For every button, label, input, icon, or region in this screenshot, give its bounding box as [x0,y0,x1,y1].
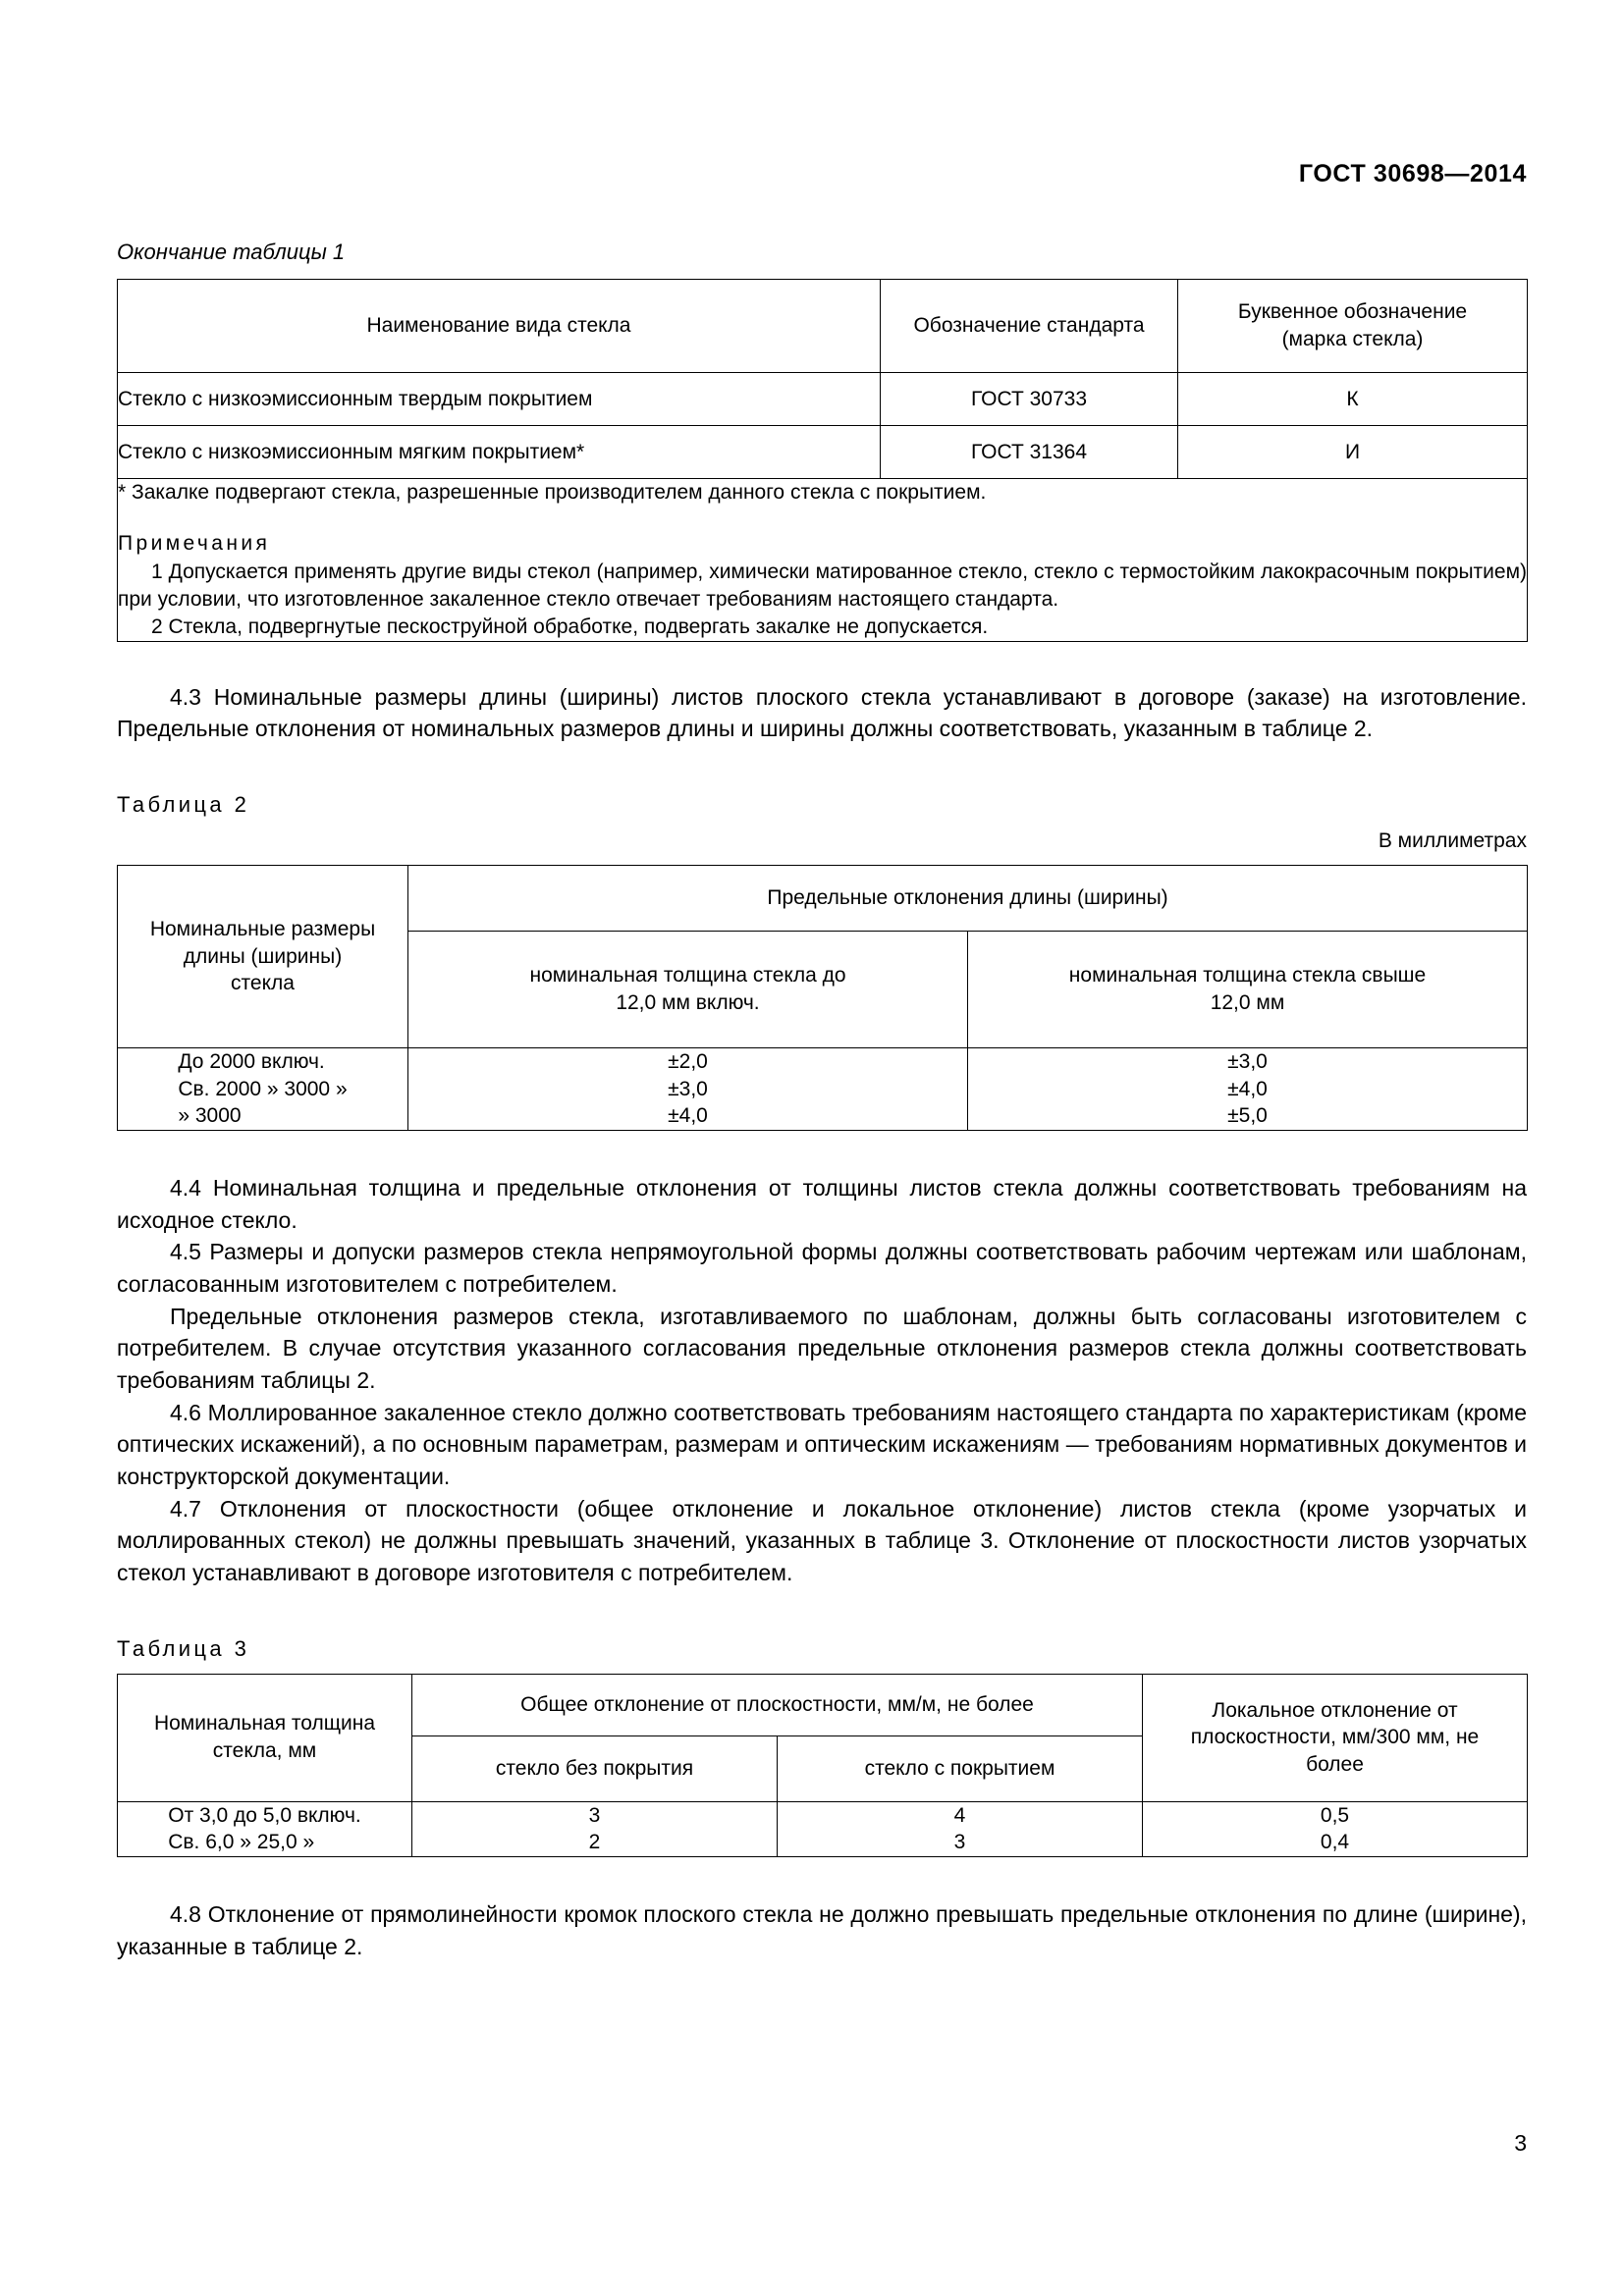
table3-row0-local: 0,5 [1320,1803,1350,1827]
table3-row1-no-coating: 2 [588,1831,601,1854]
table1-notes-block [118,479,1528,642]
table3-data-block [118,1801,1528,1856]
table2-row2-dev-over12: ±5,0 [1227,1104,1268,1128]
table1-row0-standard: ГОСТ 30733 [881,373,1178,426]
table3-col-header-thickness [118,1674,412,1801]
page-content [117,0,1527,1962]
table1-notes-row [118,479,1528,642]
table2-header-row-1 [118,865,1528,931]
table3-row0-coating: 4 [953,1803,966,1827]
table1-row1-standard: ГОСТ 31364 [881,426,1178,479]
table2-subheader-upto12-line1: номинальная толщина стекла до [529,964,846,988]
table1-caption: Окончание таблицы 1 [117,240,346,264]
table3-col-header-local-line2: плоскостности, мм/300 мм, не [1190,1726,1480,1749]
table2-subheader-upto12-line2: 12,0 мм включ. [616,990,760,1014]
paragraph-4-6: 4.6 Моллированное закаленное стекло должно соответствовать требованиям настоящего стандарта по характеристикам (кроме оптических искажений), а по основным параметрам, размерам и оптическим искажениям — требованиям нормативных документов и конструкторской документации. [117,1399,1527,1489]
table2-row2-dev-upto12: ±4,0 [668,1104,708,1128]
table2-row2-size: » 3000 [178,1104,242,1128]
paragraph-group-43 [117,681,1527,745]
table2-row1-size: Св. 2000 » 3000 » [178,1077,348,1100]
table3-col-header-thickness-line1: Номинальная толщина [153,1712,376,1735]
table3-col-header-thickness-line2: стекла, мм [212,1739,317,1763]
table3-row0-thickness: От 3,0 до 5,0 включ. [168,1803,361,1827]
table3-subheader-coating: стекло с покрытием [778,1735,1143,1801]
table2-subheader-over12-line2: 12,0 мм [1210,990,1285,1014]
table2-row1-dev-upto12: ±3,0 [668,1077,708,1100]
table3-header-row-1 [118,1674,1528,1735]
table-row [118,426,1528,479]
paragraph-4-7: 4.7 Отклонения от плоскостности (общее отклонение и локальное отклонение) листов стекла (кроме узорчатых и моллированных стекол) не должны превышать значений, указанных в таблице 3. Отклонение от плоскостности листов узорчатых стекол устанавливают в договоре изготовителя с потребителем. [117,1495,1527,1585]
table3-coating-column [778,1801,1143,1856]
table1-row0-mark: К [1178,373,1528,426]
table1-col-header-standard: Обозначение стандарта [881,280,1178,373]
table2-row0-dev-upto12: ±2,0 [668,1049,708,1073]
table2-row1-dev-over12: ±4,0 [1227,1077,1268,1100]
table2-units: В миллиметрах [1378,828,1527,852]
table3-col-header-local-line3: более [1306,1752,1364,1776]
table1-header-row [118,280,1528,373]
table3-row1-thickness: Св. 6,0 » 25,0 » [168,1831,315,1854]
table2-over12-column [968,1047,1528,1130]
paragraph-4-8: 4.8 Отклонение от прямолинейности кромок плоского стекла не должно превышать предельные отклонения по длине (ширине), указанные в таблице 2. [117,1901,1527,1959]
table2-upto12-column [408,1047,968,1130]
table3-no-coating-column [412,1801,778,1856]
table3-span-header: Общее отклонение от плоскостности, мм/м, не более [412,1674,1143,1735]
paragraph-4-4: 4.4 Номинальная толщина и предельные отклонения от толщины листов стекла должны соответствовать требованиям на исходное стекло. [117,1175,1527,1233]
paragraph-group-48 [117,1898,1527,1962]
table1-row0-name: Стекло с низкоэмиссионным твердым покрытием [118,373,881,426]
table2-col-header-size-line1: Номинальные размеры длины (ширины) [149,917,376,968]
table1-note-2: 2 Стекла, подвергнутые пескоструйной обработке, подвергать закалке не допускается. [151,614,989,638]
table2-sizes-column [118,1047,408,1130]
document-standard-header: ГОСТ 30698—2014 [1298,160,1527,187]
paragraph-4-5-cont: Предельные отклонения размеров стекла, изготавливаемого по шаблонам, должны быть согласованы изготовителем с потребителем. В случае отсутствия указанного согласования предельные отклонения размеров стекла должны соответствовать требованиям таблицы 2. [117,1303,1527,1393]
paragraph-4-5: 4.5 Размеры и допуски размеров стекла непрямоугольной формы должны соответствовать рабочим чертежам или шаблонам, согласованным изготовителем с потребителем. [117,1239,1527,1298]
table3-row0-no-coating: 3 [588,1803,601,1827]
page-number: 3 [1514,2130,1527,2156]
table1-row1-mark: И [1178,426,1528,479]
table1-col-header-mark-line1: Буквенное обозначение [1237,300,1468,324]
table2-col-header-size [118,865,408,1047]
table2-subheader-over12-line1: номинальная толщина стекла свыше [1068,964,1427,988]
table3-thickness-column [118,1801,412,1856]
table2-span-header: Предельные отклонения длины (ширины) [408,865,1528,931]
table3-caption: Таблица 3 [117,1635,250,1661]
table1-col-header-mark-line2: (марка стекла) [1281,328,1424,350]
table1-col-header-name: Наименование вида стекла [118,280,881,373]
table2-caption: Таблица 2 [117,791,250,817]
table2-subheader-upto12 [408,931,968,1047]
table1-footnote: * Закалке подвергают стекла, разрешенные производителем данного стекла с покрытием. [118,481,987,504]
paragraph-group-44-47 [117,1172,1527,1589]
table2-subheader-over12 [968,931,1528,1047]
table1-col-header-mark [1178,280,1528,373]
table3-row1-local: 0,4 [1320,1831,1350,1854]
table-row [118,373,1528,426]
table-3 [117,1674,1528,1857]
paragraph-4-3: 4.3 Номинальные размеры длины (ширины) листов плоского стекла устанавливают в договоре (заказе) на изготовление. Предельные отклонения от номинальных размеров длины и ширины должны соответствовать, указанным в таблице 2. [117,683,1527,742]
table3-col-header-local-line1: Локальное отклонение от [1212,1698,1458,1722]
table1-notes-title: Примечания [118,531,271,555]
table2-row0-dev-over12: ±3,0 [1227,1049,1268,1073]
table3-subheader-no-coating: стекло без покрытия [412,1735,778,1801]
table2-row0-size: До 2000 включ. [178,1049,325,1073]
table2-data-block [118,1047,1528,1130]
table1-row1-name: Стекло с низкоэмиссионным мягким покрытием* [118,426,881,479]
table-2 [117,865,1528,1131]
table3-local-column [1143,1801,1528,1856]
table2-col-header-size-line2: стекла [231,972,295,995]
table3-col-header-local [1143,1674,1528,1801]
table-1 [117,279,1528,642]
table3-row1-coating: 3 [953,1831,966,1854]
table1-note-1: 1 Допускается применять другие виды стекол (например, химически матированное стекло, стекло с термостойким лакокрасочным покрытием) при условии, что изготовленное закаленное стекло отвечает требованиям настоящего стандарта. [118,561,1527,612]
